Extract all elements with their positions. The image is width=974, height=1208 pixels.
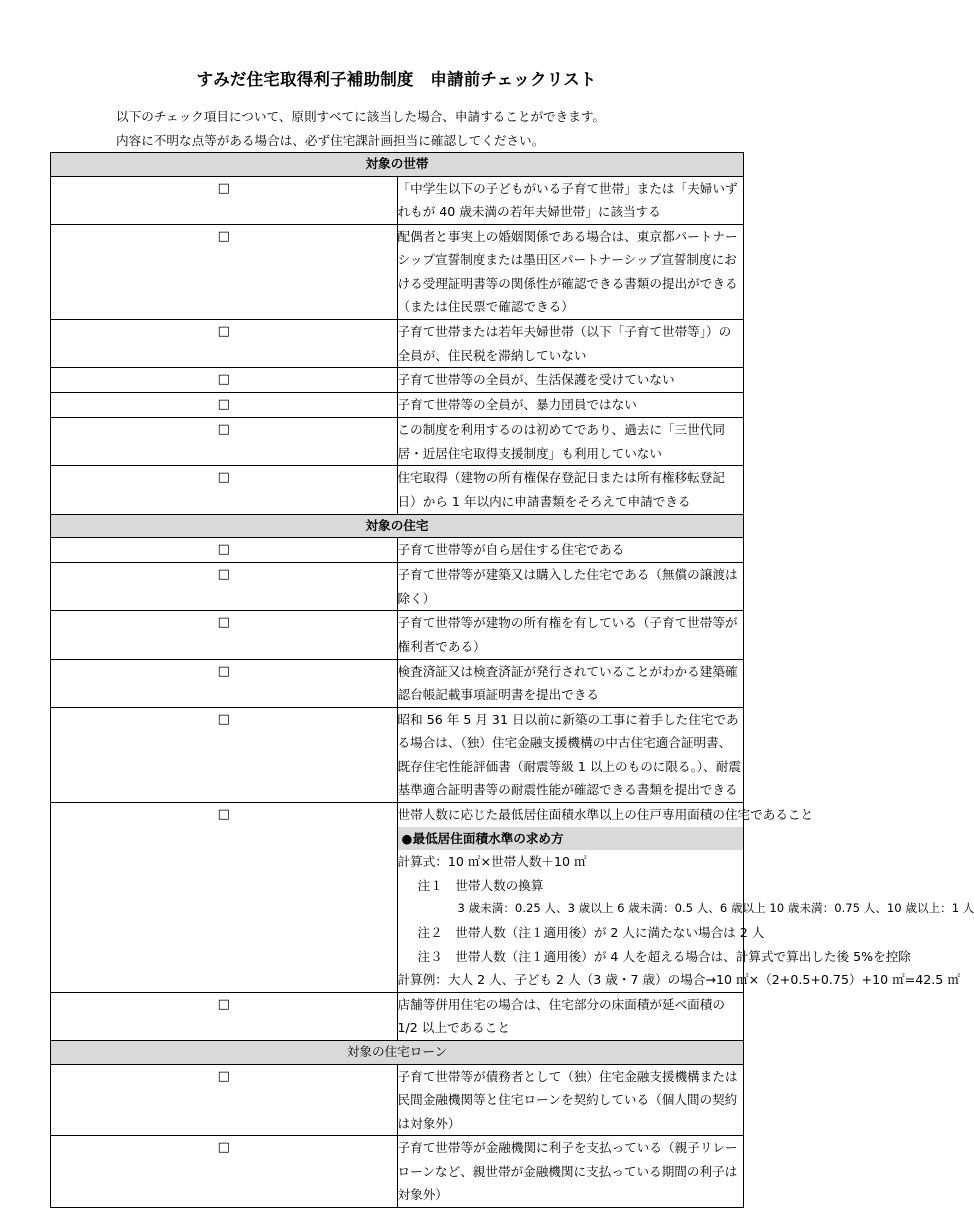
area-subheading: ●最低居住面積水準の求め方 <box>398 827 744 851</box>
checklist-item-text: 店舗等併用住宅の場合は、住宅部分の床面積が延べ面積の 1/2 以上であること <box>397 992 744 1040</box>
checklist-row <box>51 418 744 466</box>
checklist-row <box>51 1136 744 1208</box>
checklist-item-text: 子育て世帯等が建物の所有権を有している（子育て世帯等が権利者である） <box>397 611 744 659</box>
intro-line-1: 以下のチェック項目について、原則すべてに該当した場合、申請することができます。 <box>116 109 606 124</box>
checklist-item-text: 子育て世帯または若年夫婦世帯（以下「子育て世帯等」）の全員が、住民税を滞納していない <box>397 320 744 368</box>
checklist-item-text: この制度を利用するのは初めてであり、過去に「三世代同居・近居住宅取得支援制度」も利用していない <box>397 418 744 466</box>
checkbox[interactable]: □ <box>51 1136 398 1208</box>
checklist-item-text: 子育て世帯等の全員が、生活保護を受けていない <box>397 368 744 393</box>
checkbox[interactable]: □ <box>51 224 398 319</box>
checkbox[interactable]: □ <box>51 803 398 993</box>
checkbox[interactable]: □ <box>51 418 398 466</box>
checklist-row <box>51 466 744 514</box>
area-note-2: 注２ 世帯人数（注１適用後）が 2 人に満たない場合は 2 人 <box>417 925 765 941</box>
checkbox[interactable]: □ <box>51 611 398 659</box>
checklist-item-text: 検査済証又は検査済証が発行されていることがわかる建築確認台帳記載事項証明書を提出できる <box>397 659 744 707</box>
checklist-row <box>51 707 744 802</box>
checkbox[interactable]: □ <box>51 466 398 514</box>
checklist-row <box>51 368 744 393</box>
checklist-row <box>51 659 744 707</box>
checkbox[interactable]: □ <box>51 659 398 707</box>
checkbox[interactable]: □ <box>51 393 398 418</box>
checklist-item-text: 子育て世帯等が金融機関に利子を支払っている（親子リレーローンなど、親世帯が金融機関に支払っている期間の利子は対象外） <box>397 1136 744 1208</box>
checklist-row <box>51 176 744 224</box>
page-title: すみだ住宅取得利子補助制度 申請前チェックリスト <box>196 70 597 89</box>
checkbox[interactable]: □ <box>51 368 398 393</box>
area-requirement-text: 世帯人数に応じた最低居住面積水準以上の住戸専用面積の住宅であること <box>397 807 814 823</box>
area-note-3: 注３ 世帯人数（注１適用後）が 4 人を超える場合は、計算式で算出した後 5%を控除 <box>417 948 911 964</box>
checklist-item-text: 住宅取得（建物の所有権保存登記日または所有権移転登記日）から 1 年以内に申請書類をそろえて申請できる <box>397 466 744 514</box>
section-header-loan <box>51 1041 744 1065</box>
section-header-housing <box>51 514 744 538</box>
section-header-household <box>51 153 744 177</box>
checklist-row <box>51 803 744 993</box>
checkbox[interactable]: □ <box>51 538 398 563</box>
checklist-row <box>51 224 744 319</box>
checklist-row <box>51 563 744 611</box>
checklist-item-text: 子育て世帯等が建築又は購入した住宅である（無償の譲渡は除く） <box>397 563 744 611</box>
checkbox[interactable]: □ <box>51 176 398 224</box>
checkbox[interactable]: □ <box>51 320 398 368</box>
section-heading: 対象の世帯 <box>51 153 744 177</box>
checklist-item-text: 子育て世帯等が自ら居住する住宅である <box>397 538 744 563</box>
checklist-row <box>51 611 744 659</box>
checkbox[interactable]: □ <box>51 563 398 611</box>
checklist-item-text: 「中学生以下の子どもがいる子育て世帯」または「夫婦いずれもが 40 歳未満の若年夫婦世帯」に該当する <box>397 176 744 224</box>
section-heading: 対象の住宅 <box>51 514 744 538</box>
checkbox[interactable]: □ <box>51 707 398 802</box>
area-note-1-detail: 3 歳未満：0.25 人、3 歳以上 6 歳未満：0.5 人、6 歳以上 10 歳未満：0.75 人、10 歳以上：1 人 <box>457 901 974 916</box>
checkbox[interactable]: □ <box>51 1064 398 1136</box>
checklist-row <box>51 538 744 563</box>
checklist-item-text: 子育て世帯等の全員が、暴力団員ではない <box>397 393 744 418</box>
checklist-item-text: 昭和 56 年 5 月 31 日以前に新築の工事に着手した住宅である場合は、（独）住宅金融支援機構の中古住宅適合証明書、既存住宅性能評価書（耐震等級 1 以上のものに限る。）、耐震基準適合証明書等の耐震性能が確認できる書類を提出できる <box>397 707 744 802</box>
checklist-row <box>51 320 744 368</box>
checklist-item-text: 配偶者と事実上の婚姻関係である場合は、東京都パートナーシップ宣誓制度または墨田区パートナーシップ宣誓制度における受理証明書等の関係性が確認できる書類の提出ができる（または住民票で確認できる） <box>397 224 744 319</box>
area-formula: 計算式：10 ㎡×世帯人数＋10 ㎡ <box>397 854 587 870</box>
section-heading: 対象の住宅ローン <box>51 1041 744 1065</box>
checklist-table <box>50 152 974 1208</box>
area-example: 計算例：大人 2 人、子ども 2 人（3 歳・7 歳）の場合→10 ㎡×（2+0.5+0.75）+10 ㎡=42.5 ㎡ <box>397 972 960 988</box>
checklist-row <box>51 1064 744 1136</box>
checklist-row <box>51 992 744 1040</box>
checklist-item-text: 子育て世帯等が債務者として（独）住宅金融支援機構または民間金融機関等と住宅ローンを契約している（個人間の契約は対象外） <box>397 1064 744 1136</box>
checkbox[interactable]: □ <box>51 992 398 1040</box>
intro-line-2: 内容に不明な点等がある場合は、必ず住宅課計画担当に確認してください。 <box>116 133 545 148</box>
checklist-row <box>51 393 744 418</box>
area-note-1: 注１ 世帯人数の換算 <box>417 877 544 893</box>
checklist-item-area <box>397 803 974 993</box>
